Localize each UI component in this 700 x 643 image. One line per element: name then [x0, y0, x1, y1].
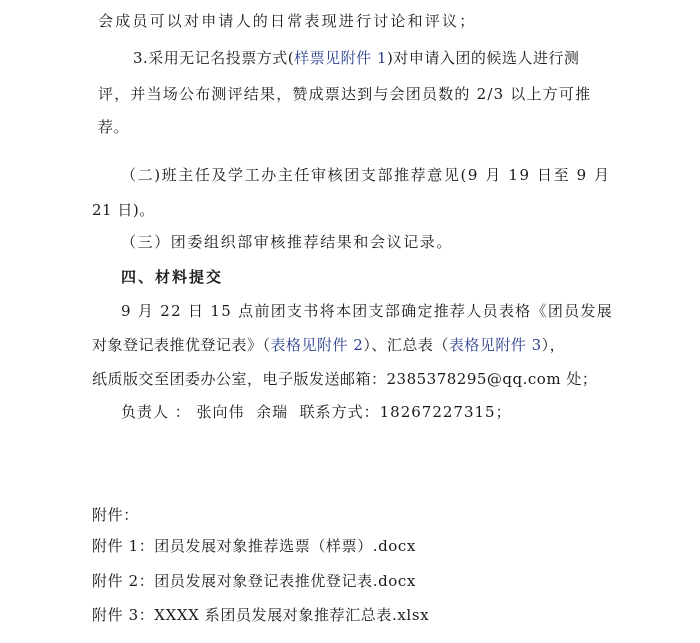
paragraph-line: 纸质版交至团委办公室，电子版发送邮箱：2385378295@qq.com 处； [92, 370, 598, 388]
attachment-item[interactable]: 附件 2：团员发展对象登记表推优登记表.docx [92, 572, 416, 590]
paragraph-line: 会成员可以对申请人的日常表现进行讨论和评议； [98, 12, 477, 30]
attachment-3-link[interactable]: 表格见附件 3 [448, 336, 542, 354]
text-run: ）、汇总表（ [363, 336, 449, 354]
paragraph-line: 荐。 [98, 118, 130, 136]
attachment-item[interactable]: 附件 3：XXXX 系团员发展对象推荐汇总表.xlsx [92, 606, 430, 624]
text-run: )对申请入团的候选人进行测 [386, 49, 580, 67]
text-run: 对象登记表推优登记表》（ [92, 336, 271, 354]
paragraph-line: 评，并当场公布测评结果，赞成票达到与会团员数的 2/3 以上方可推 [98, 85, 592, 103]
paragraph-line: 9 月 22 日 15 点前团支书将本团支部确定推荐人员表格《团员发展 [121, 302, 614, 320]
text-run: 3.采用无记名投票方式( [133, 49, 295, 67]
attachment-2-link[interactable]: 表格见附件 2 [270, 336, 364, 354]
section-heading: 四、材料提交 [121, 268, 224, 286]
attachment-item[interactable]: 附件 1：团员发展对象推荐选票（样票）.docx [92, 537, 416, 555]
paragraph-line [92, 335, 565, 355]
paragraph-line: （三）团委组织部审核推荐结果和会议记录。 [121, 233, 454, 251]
paragraph-line [133, 48, 579, 68]
attachment-1-link[interactable]: 样票见附件 1 [294, 49, 387, 67]
text-run: ）， [541, 336, 566, 354]
contact-line: 负责人 ： 张向伟 余瑞 联系方式：18267227315； [121, 403, 512, 421]
attachments-title: 附件： [92, 506, 139, 524]
paragraph-line: 21 日)。 [92, 201, 155, 219]
paragraph-line: （二)班主任及学工办主任审核团支部推荐意见(9 月 19 日至 9 月 [121, 166, 611, 184]
